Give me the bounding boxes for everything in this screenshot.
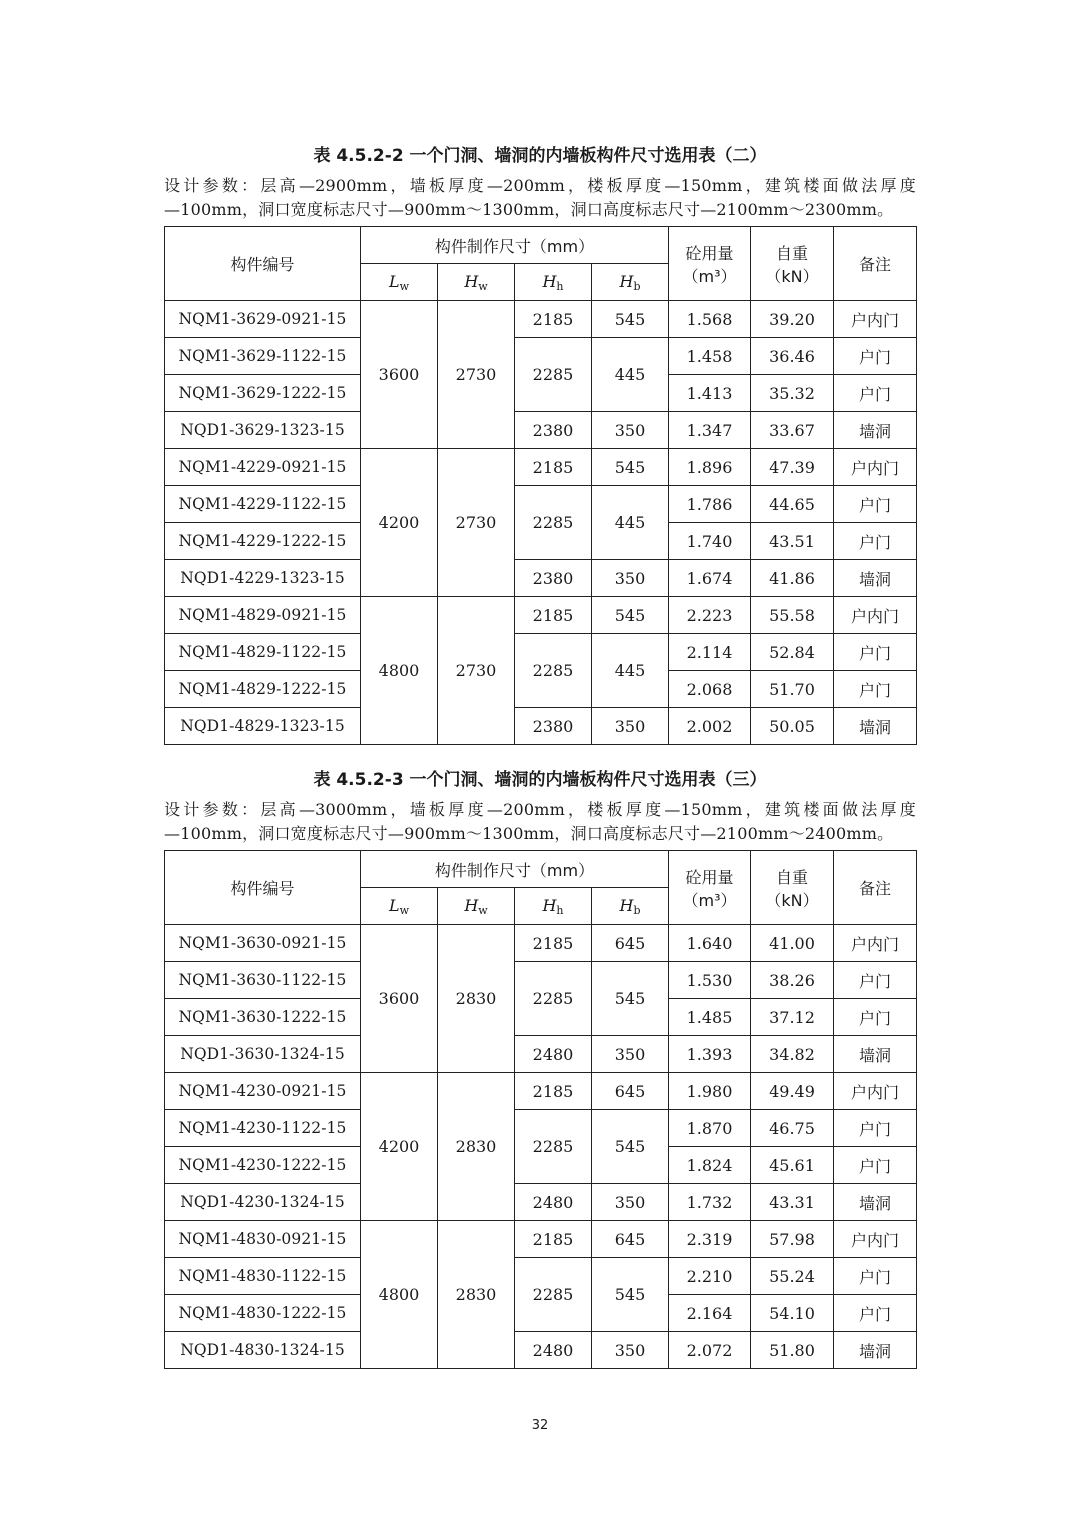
cell-self-weight: 43.51 bbox=[751, 523, 834, 560]
cell-self-weight: 55.24 bbox=[751, 1258, 834, 1295]
header-hw bbox=[438, 264, 515, 301]
table-block-2 bbox=[164, 138, 916, 745]
cell-self-weight: 38.26 bbox=[751, 962, 834, 999]
design-parameters-line: —100mm，洞口宽度标志尺寸—900mm～1300mm，洞口高度标志尺寸—2100mm～2400mm。 bbox=[164, 824, 894, 843]
cell-hb: 545 bbox=[592, 597, 669, 634]
cell-note: 户门 bbox=[834, 375, 917, 412]
cell-hw: 2730 bbox=[438, 301, 515, 449]
cell-concrete-volume: 2.002 bbox=[669, 708, 751, 745]
page-number: 32 bbox=[531, 1418, 549, 1433]
table-row bbox=[165, 1073, 917, 1110]
table-row bbox=[165, 1184, 917, 1221]
cell-note: 墙洞 bbox=[834, 708, 917, 745]
header-hw bbox=[438, 888, 515, 925]
cell-hh: 2185 bbox=[515, 597, 592, 634]
cell-note: 户门 bbox=[834, 486, 917, 523]
cell-component-code: NQM1-3630-1122-15 bbox=[165, 962, 361, 999]
cell-concrete-volume: 2.072 bbox=[669, 1332, 751, 1369]
cell-note: 户门 bbox=[834, 999, 917, 1036]
cell-note: 户内门 bbox=[834, 449, 917, 486]
header-concrete-label: 砼用量 bbox=[685, 867, 734, 887]
cell-note: 户门 bbox=[834, 1110, 917, 1147]
cell-hb: 445 bbox=[592, 486, 669, 560]
header-row bbox=[165, 227, 917, 264]
table-row bbox=[165, 597, 917, 634]
table-row bbox=[165, 1332, 917, 1369]
cell-note: 墙洞 bbox=[834, 1036, 917, 1073]
table-row bbox=[165, 962, 917, 999]
cell-concrete-volume: 2.114 bbox=[669, 634, 751, 671]
header-lw bbox=[361, 888, 438, 925]
cell-component-code: NQM1-4230-1222-15 bbox=[165, 1147, 361, 1184]
cell-self-weight: 36.46 bbox=[751, 338, 834, 375]
cell-component-code: NQD1-4829-1323-15 bbox=[165, 708, 361, 745]
cell-hb: 645 bbox=[592, 925, 669, 962]
cell-hh: 2185 bbox=[515, 1221, 592, 1258]
cell-self-weight: 43.31 bbox=[751, 1184, 834, 1221]
cell-note: 户门 bbox=[834, 962, 917, 999]
cell-hh: 2185 bbox=[515, 301, 592, 338]
cell-component-code: NQM1-4830-1222-15 bbox=[165, 1295, 361, 1332]
cell-hw: 2830 bbox=[438, 1073, 515, 1221]
table-row bbox=[165, 634, 917, 671]
header-hh bbox=[515, 264, 592, 301]
cell-self-weight: 51.70 bbox=[751, 671, 834, 708]
cell-note: 户内门 bbox=[834, 1221, 917, 1258]
cell-component-code: NQM1-4229-1122-15 bbox=[165, 486, 361, 523]
cell-hb: 350 bbox=[592, 560, 669, 597]
header-concrete-unit: （m³） bbox=[682, 890, 737, 910]
cell-hw: 2830 bbox=[438, 1221, 515, 1369]
cell-self-weight: 47.39 bbox=[751, 449, 834, 486]
cell-component-code: NQM1-4230-0921-15 bbox=[165, 1073, 361, 1110]
table-row bbox=[165, 1110, 917, 1147]
cell-hw: 2830 bbox=[438, 925, 515, 1073]
cell-lw: 3600 bbox=[361, 301, 438, 449]
cell-self-weight: 37.12 bbox=[751, 999, 834, 1036]
cell-hb: 545 bbox=[592, 1110, 669, 1184]
header-note: 备注 bbox=[834, 227, 917, 301]
cell-concrete-volume: 2.164 bbox=[669, 1295, 751, 1332]
cell-hb: 545 bbox=[592, 301, 669, 338]
design-parameters-line: —100mm，洞口宽度标志尺寸—900mm～1300mm，洞口高度标志尺寸—2100mm～2300mm。 bbox=[164, 200, 894, 219]
header-hb-subscript: b bbox=[633, 279, 641, 293]
cell-hh: 2285 bbox=[515, 338, 592, 412]
cell-concrete-volume: 1.870 bbox=[669, 1110, 751, 1147]
header-concrete-unit: （m³） bbox=[682, 266, 737, 286]
header-lw-subscript: w bbox=[399, 903, 410, 917]
cell-component-code: NQM1-4829-0921-15 bbox=[165, 597, 361, 634]
cell-self-weight: 50.05 bbox=[751, 708, 834, 745]
table-row bbox=[165, 1036, 917, 1073]
cell-hh: 2285 bbox=[515, 1110, 592, 1184]
cell-hb: 545 bbox=[592, 962, 669, 1036]
header-component-code: 构件编号 bbox=[165, 851, 361, 925]
header-lw-symbol: L bbox=[388, 895, 400, 915]
table-row bbox=[165, 708, 917, 745]
header-hb bbox=[592, 888, 669, 925]
cell-note: 墙洞 bbox=[834, 1184, 917, 1221]
cell-note: 户内门 bbox=[834, 1073, 917, 1110]
cell-component-code: NQM1-4830-0921-15 bbox=[165, 1221, 361, 1258]
cell-concrete-volume: 1.568 bbox=[669, 301, 751, 338]
cell-self-weight: 54.10 bbox=[751, 1295, 834, 1332]
cell-hb: 350 bbox=[592, 1036, 669, 1073]
header-hh-symbol: H bbox=[542, 271, 557, 291]
header-hw-subscript: w bbox=[478, 279, 488, 293]
table-caption: 表 4.5.2-2 一个门洞、墙洞的内墙板构件尺寸选用表（二） bbox=[313, 146, 767, 166]
cell-note: 墙洞 bbox=[834, 1332, 917, 1369]
cell-hh: 2380 bbox=[515, 708, 592, 745]
design-parameters-line: 设计参数：层高—3000mm，墙板厚度—200mm，楼板厚度—150mm，建筑楼面做法厚度 bbox=[164, 800, 916, 819]
cell-note: 户内门 bbox=[834, 925, 917, 962]
cell-component-code: NQM1-3629-0921-15 bbox=[165, 301, 361, 338]
header-row bbox=[165, 851, 917, 888]
header-weight-unit: （kN） bbox=[765, 266, 819, 286]
header-weight-label: 自重 bbox=[775, 867, 808, 887]
cell-concrete-volume: 2.223 bbox=[669, 597, 751, 634]
cell-concrete-volume: 1.530 bbox=[669, 962, 751, 999]
cell-component-code: NQD1-4229-1323-15 bbox=[165, 560, 361, 597]
cell-hh: 2285 bbox=[515, 1258, 592, 1332]
cell-concrete-volume: 1.786 bbox=[669, 486, 751, 523]
header-lw-symbol: L bbox=[388, 271, 400, 291]
header-weight bbox=[751, 851, 834, 925]
cell-hb: 545 bbox=[592, 1258, 669, 1332]
design-parameters bbox=[164, 174, 916, 222]
cell-hb: 350 bbox=[592, 412, 669, 449]
table-row bbox=[165, 1221, 917, 1258]
header-weight-label: 自重 bbox=[775, 243, 808, 263]
design-parameters-line: 设计参数：层高—2900mm，墙板厚度—200mm，楼板厚度—150mm，建筑楼面做法厚度 bbox=[164, 176, 916, 195]
cell-note: 户门 bbox=[834, 671, 917, 708]
table-row bbox=[165, 301, 917, 338]
cell-component-code: NQM1-4229-0921-15 bbox=[165, 449, 361, 486]
header-hb bbox=[592, 264, 669, 301]
cell-self-weight: 45.61 bbox=[751, 1147, 834, 1184]
cell-hb: 350 bbox=[592, 1332, 669, 1369]
cell-hh: 2285 bbox=[515, 634, 592, 708]
header-manufacture-dims: 构件制作尺寸（mm） bbox=[361, 851, 669, 888]
cell-self-weight: 33.67 bbox=[751, 412, 834, 449]
cell-concrete-volume: 1.393 bbox=[669, 1036, 751, 1073]
header-weight bbox=[751, 227, 834, 301]
cell-note: 户内门 bbox=[834, 597, 917, 634]
cell-self-weight: 55.58 bbox=[751, 597, 834, 634]
cell-note: 户门 bbox=[834, 338, 917, 375]
cell-self-weight: 46.75 bbox=[751, 1110, 834, 1147]
header-hw-subscript: w bbox=[478, 903, 488, 917]
header-hw-symbol: H bbox=[464, 895, 479, 915]
cell-note: 户门 bbox=[834, 1258, 917, 1295]
cell-hb: 645 bbox=[592, 1073, 669, 1110]
cell-component-code: NQM1-4829-1122-15 bbox=[165, 634, 361, 671]
cell-component-code: NQD1-4230-1324-15 bbox=[165, 1184, 361, 1221]
table-row bbox=[165, 412, 917, 449]
cell-self-weight: 39.20 bbox=[751, 301, 834, 338]
cell-hh: 2380 bbox=[515, 560, 592, 597]
cell-component-code: NQM1-4829-1222-15 bbox=[165, 671, 361, 708]
cell-concrete-volume: 2.068 bbox=[669, 671, 751, 708]
cell-self-weight: 35.32 bbox=[751, 375, 834, 412]
header-lw bbox=[361, 264, 438, 301]
cell-concrete-volume: 2.210 bbox=[669, 1258, 751, 1295]
header-concrete bbox=[669, 227, 751, 301]
cell-concrete-volume: 1.980 bbox=[669, 1073, 751, 1110]
cell-self-weight: 57.98 bbox=[751, 1221, 834, 1258]
header-weight-unit: （kN） bbox=[765, 890, 819, 910]
header-hh-subscript: h bbox=[556, 279, 564, 293]
cell-concrete-volume: 1.347 bbox=[669, 412, 751, 449]
cell-lw: 4200 bbox=[361, 449, 438, 597]
cell-self-weight: 52.84 bbox=[751, 634, 834, 671]
cell-concrete-volume: 1.674 bbox=[669, 560, 751, 597]
cell-concrete-volume: 1.413 bbox=[669, 375, 751, 412]
cell-hb: 350 bbox=[592, 708, 669, 745]
cell-hh: 2480 bbox=[515, 1184, 592, 1221]
cell-note: 墙洞 bbox=[834, 412, 917, 449]
header-component-code: 构件编号 bbox=[165, 227, 361, 301]
cell-self-weight: 34.82 bbox=[751, 1036, 834, 1073]
cell-hw: 2730 bbox=[438, 449, 515, 597]
cell-note: 户门 bbox=[834, 1295, 917, 1332]
header-hw-symbol: H bbox=[464, 271, 479, 291]
cell-hb: 545 bbox=[592, 449, 669, 486]
design-parameters bbox=[164, 798, 916, 846]
cell-component-code: NQM1-4229-1222-15 bbox=[165, 523, 361, 560]
cell-note: 户门 bbox=[834, 634, 917, 671]
cell-component-code: NQD1-3629-1323-15 bbox=[165, 412, 361, 449]
cell-component-code: NQD1-4830-1324-15 bbox=[165, 1332, 361, 1369]
cell-component-code: NQM1-3629-1122-15 bbox=[165, 338, 361, 375]
cell-hb: 350 bbox=[592, 1184, 669, 1221]
header-note: 备注 bbox=[834, 851, 917, 925]
cell-hw: 2730 bbox=[438, 597, 515, 745]
cell-concrete-volume: 1.824 bbox=[669, 1147, 751, 1184]
cell-hh: 2185 bbox=[515, 925, 592, 962]
table-row bbox=[165, 449, 917, 486]
cell-hb: 645 bbox=[592, 1221, 669, 1258]
cell-hb: 445 bbox=[592, 634, 669, 708]
cell-hh: 2480 bbox=[515, 1332, 592, 1369]
table-row bbox=[165, 486, 917, 523]
cell-component-code: NQM1-4230-1122-15 bbox=[165, 1110, 361, 1147]
cell-note: 户门 bbox=[834, 1147, 917, 1184]
cell-hh: 2380 bbox=[515, 412, 592, 449]
cell-concrete-volume: 1.740 bbox=[669, 523, 751, 560]
cell-concrete-volume: 1.485 bbox=[669, 999, 751, 1036]
cell-lw: 4200 bbox=[361, 1073, 438, 1221]
component-size-table bbox=[164, 850, 917, 1369]
cell-component-code: NQD1-3630-1324-15 bbox=[165, 1036, 361, 1073]
cell-self-weight: 44.65 bbox=[751, 486, 834, 523]
cell-component-code: NQM1-3630-1222-15 bbox=[165, 999, 361, 1036]
header-hh bbox=[515, 888, 592, 925]
cell-hh: 2285 bbox=[515, 486, 592, 560]
cell-concrete-volume: 1.732 bbox=[669, 1184, 751, 1221]
header-hh-symbol: H bbox=[542, 895, 557, 915]
header-hb-symbol: H bbox=[619, 895, 634, 915]
cell-lw: 4800 bbox=[361, 1221, 438, 1369]
table-block-3 bbox=[164, 762, 916, 1369]
cell-component-code: NQM1-3630-0921-15 bbox=[165, 925, 361, 962]
table-row bbox=[165, 338, 917, 375]
table-caption: 表 4.5.2-3 一个门洞、墙洞的内墙板构件尺寸选用表（三） bbox=[313, 770, 767, 790]
header-hb-symbol: H bbox=[619, 271, 634, 291]
cell-concrete-volume: 1.896 bbox=[669, 449, 751, 486]
cell-note: 墙洞 bbox=[834, 560, 917, 597]
cell-hh: 2185 bbox=[515, 449, 592, 486]
cell-hb: 445 bbox=[592, 338, 669, 412]
cell-component-code: NQM1-3629-1222-15 bbox=[165, 375, 361, 412]
table-row bbox=[165, 1258, 917, 1295]
cell-lw: 4800 bbox=[361, 597, 438, 745]
cell-self-weight: 41.00 bbox=[751, 925, 834, 962]
cell-component-code: NQM1-4830-1122-15 bbox=[165, 1258, 361, 1295]
cell-concrete-volume: 2.319 bbox=[669, 1221, 751, 1258]
table-row bbox=[165, 560, 917, 597]
table-row bbox=[165, 925, 917, 962]
header-manufacture-dims: 构件制作尺寸（mm） bbox=[361, 227, 669, 264]
cell-lw: 3600 bbox=[361, 925, 438, 1073]
header-lw-subscript: w bbox=[399, 279, 410, 293]
cell-self-weight: 41.86 bbox=[751, 560, 834, 597]
cell-note: 户门 bbox=[834, 523, 917, 560]
cell-hh: 2185 bbox=[515, 1073, 592, 1110]
cell-self-weight: 49.49 bbox=[751, 1073, 834, 1110]
header-concrete-label: 砼用量 bbox=[685, 243, 734, 263]
cell-hh: 2480 bbox=[515, 1036, 592, 1073]
cell-hh: 2285 bbox=[515, 962, 592, 1036]
cell-self-weight: 51.80 bbox=[751, 1332, 834, 1369]
component-size-table bbox=[164, 226, 917, 745]
header-concrete bbox=[669, 851, 751, 925]
cell-note: 户内门 bbox=[834, 301, 917, 338]
cell-concrete-volume: 1.640 bbox=[669, 925, 751, 962]
header-hb-subscript: b bbox=[633, 903, 641, 917]
cell-concrete-volume: 1.458 bbox=[669, 338, 751, 375]
header-hh-subscript: h bbox=[556, 903, 564, 917]
